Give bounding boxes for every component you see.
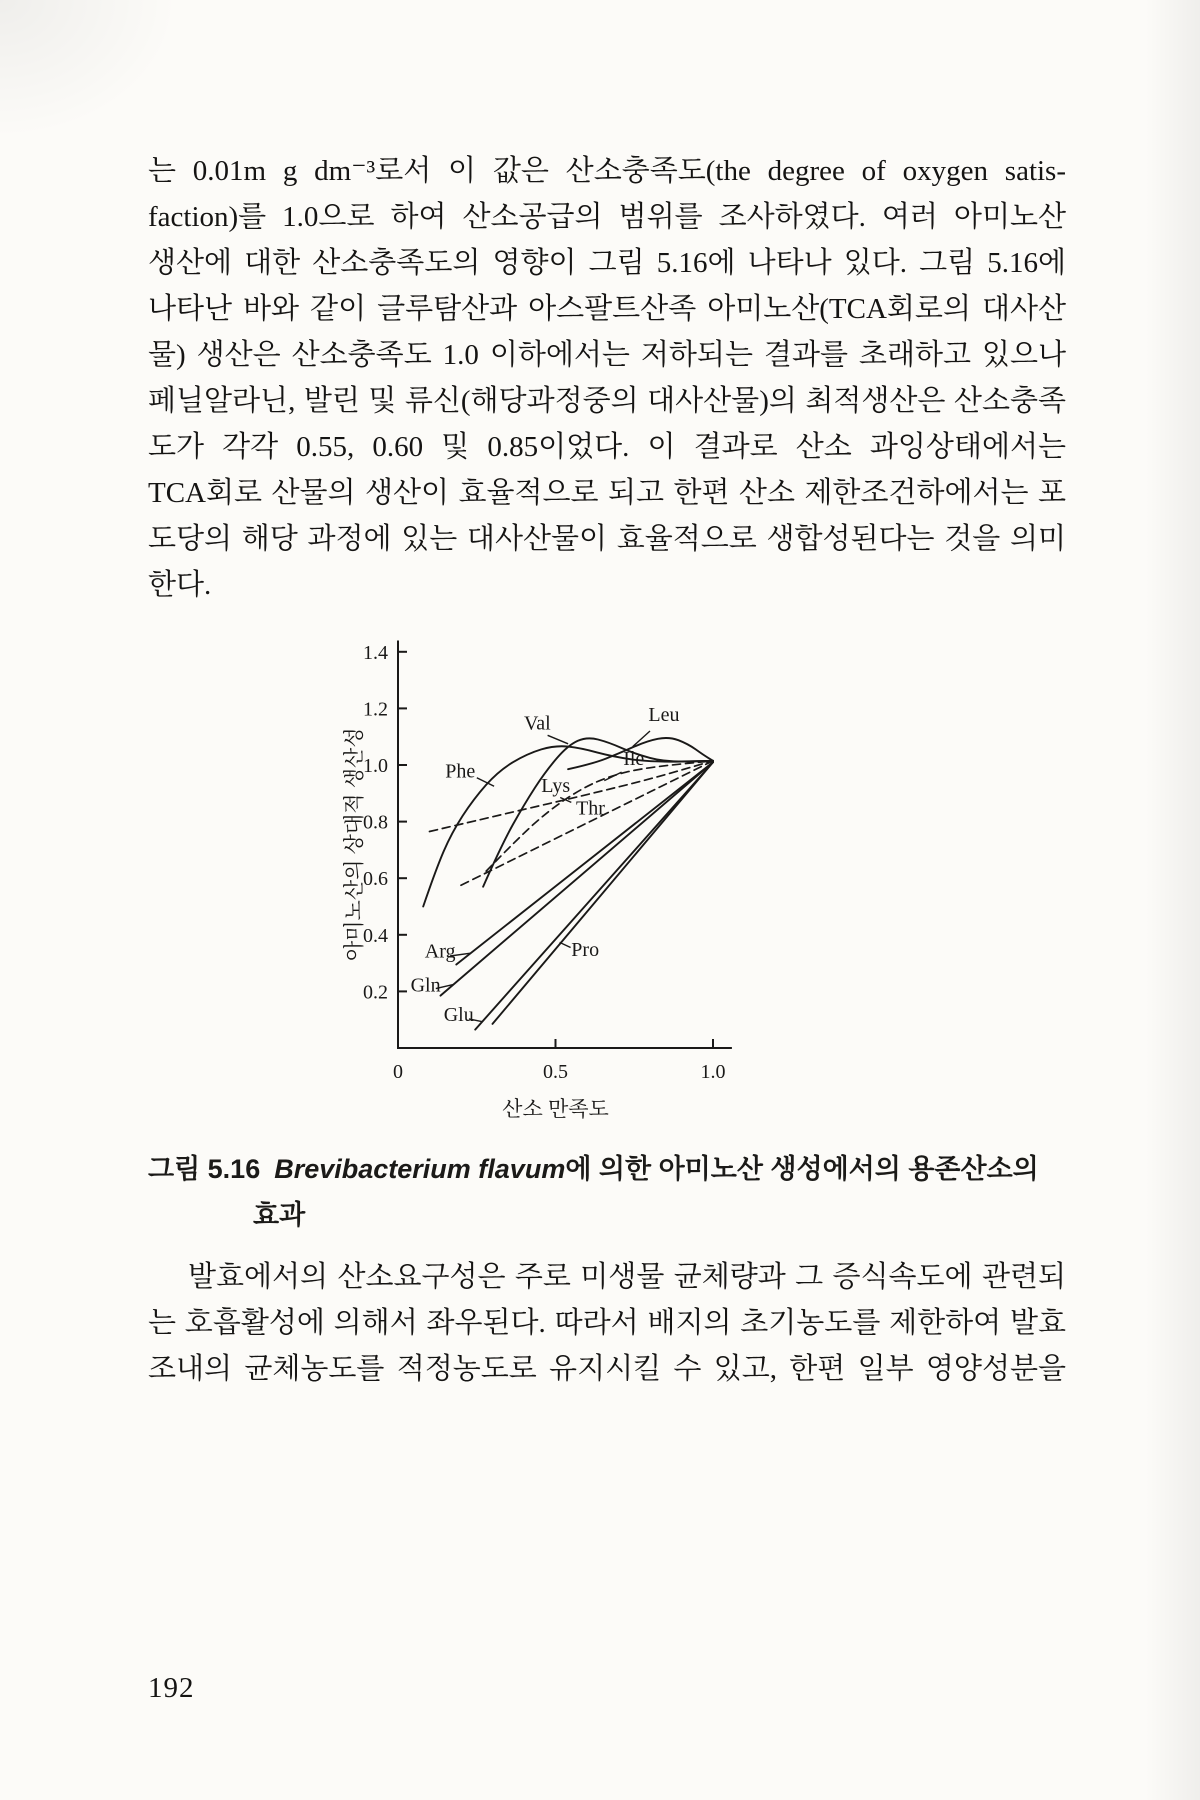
species-name: Brevibacterium flavum [274,1154,566,1184]
svg-text:Thr: Thr [576,797,605,820]
svg-text:0.5: 0.5 [543,1061,568,1083]
text-line: 조내의 균체농도를 적정농도로 유지시킬 수 있고, 한편 일부 영양성분을 [148,1353,1066,1385]
svg-text:1.0: 1.0 [363,755,388,777]
text-line: faction)를 1.0으로 하여 산소공급의 범위를 조사하였다. 여러 아미노산 [148,201,1066,233]
svg-text:1.0: 1.0 [700,1061,726,1083]
text-line: 도가 각각 0.55, 0.60 및 0.85이었다. 이 결과로 산소 과잉상태에서는 [148,431,1066,463]
caption-text: 에 의한 아미노산 생성에서의 용존산소의 [565,1154,1039,1184]
text-line: 페닐알라닌, 발린 및 류신(해당과정중의 대사산물)의 최적생산은 산소충족 [148,385,1066,417]
page-number: 192 [148,1672,195,1704]
svg-text:Glu: Glu [443,1004,474,1027]
body-paragraph-2 [148,1254,1066,1392]
svg-text:0.4: 0.4 [363,924,388,947]
body-paragraph-1 [148,148,1066,608]
text-line: 는 호흡활성에 의해서 좌우된다. 따라서 배지의 초기농도를 제한하여 발효 [148,1307,1066,1339]
figure-caption [148,1146,1066,1238]
svg-text:0.2: 0.2 [363,981,388,1004]
svg-text:0.6: 0.6 [363,868,388,891]
svg-text:Pro: Pro [571,939,600,961]
text-line: TCA회로 산물의 생산이 효율적으로 되고 한편 산소 제한조건하에서는 포 [148,477,1066,509]
text-line: 는 0.01m g dm⁻³로서 이 값은 산소충족도(the degree of oxygen satis- [148,155,1066,187]
svg-text:아미노산의 상대적 생산성: 아미노산의 상대적 생산성 [343,727,366,962]
svg-text:Arg: Arg [424,940,456,963]
svg-text:0.8: 0.8 [363,811,388,834]
figure-5-16 [343,628,1066,1128]
svg-text:산소 만족도: 산소 만족도 [502,1097,609,1121]
svg-text:Lys: Lys [541,774,571,797]
svg-text:Ile: Ile [623,748,645,770]
caption-line-1 [148,1146,1066,1192]
text-line: 도당의 해당 과정에 있는 대사산물이 효율적으로 생합성된다는 것을 의미 [148,523,1066,555]
chart-svg [343,628,773,1123]
svg-text:1.2: 1.2 [363,698,388,721]
text-line: 생산에 대한 산소충족도의 영향이 그림 5.16에 나타나 있다. 그림 5.16에 [148,247,1066,279]
svg-text:Gln: Gln [410,974,441,997]
svg-text:Val: Val [524,712,551,735]
text-line: 한다. [148,569,212,601]
text-line: 발효에서의 산소요구성은 주로 미생물 균체량과 그 증식속도에 관련되 [188,1261,1066,1293]
svg-text:0: 0 [393,1061,403,1083]
svg-text:1.4: 1.4 [363,641,388,664]
text-line: 나타난 바와 같이 글루탐산과 아스팔트산족 아미노산(TCA회로의 대사산 [148,293,1066,325]
caption-line-2: 효과 [253,1200,306,1230]
text-line: 물) 생산은 산소충족도 1.0 이하에서는 저하되는 결과를 초래하고 있으나 [148,339,1066,371]
svg-text:Leu: Leu [648,704,680,727]
svg-text:Phe: Phe [445,760,476,783]
figure-label: 그림 5.16 [148,1154,261,1184]
